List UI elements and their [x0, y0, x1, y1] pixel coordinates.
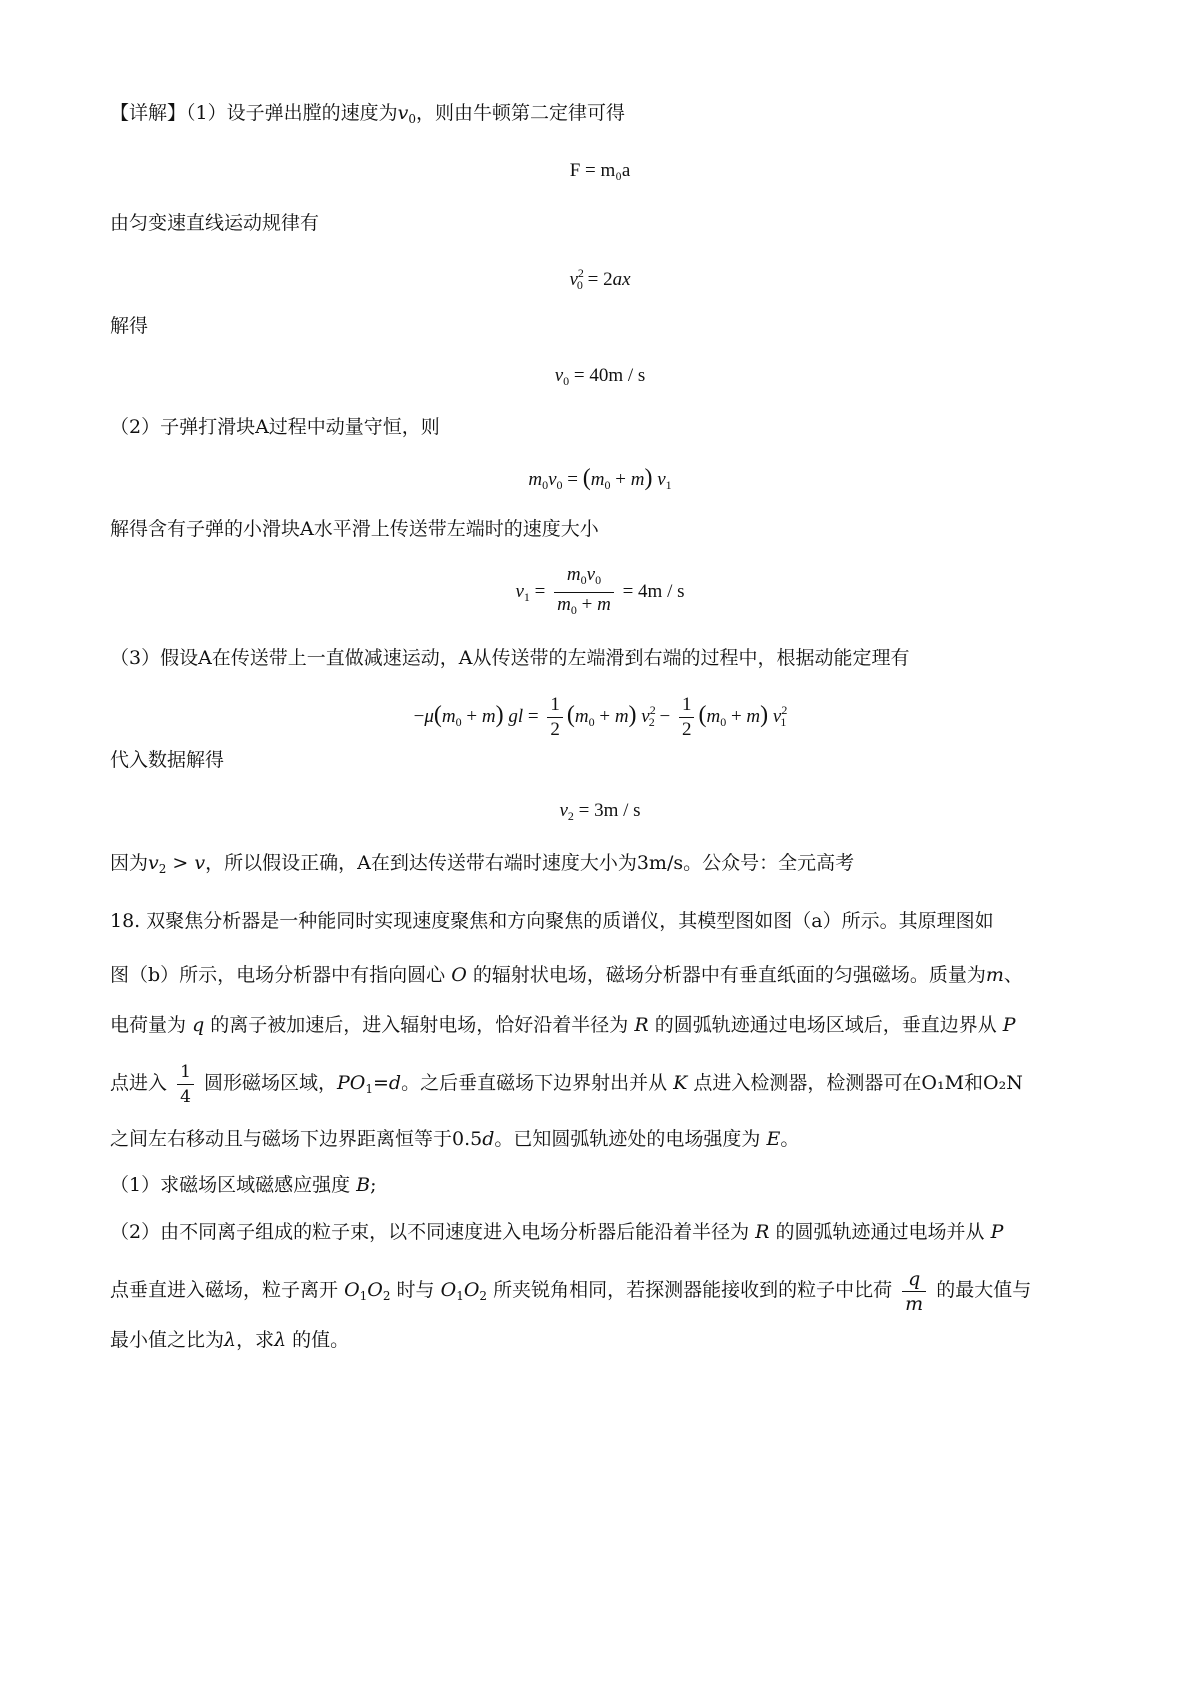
problem18-line1: 18. 双聚焦分析器是一种能同时实现速度聚焦和方向聚焦的质谱仪，其模型图如图（a）所示。其原理图如	[110, 910, 994, 932]
problem18-line4: 点进入 $\frac{1}{4}$ 圆形磁场区域，$PO_1=d$。之后垂直磁场下边界射出并从 K 点进入检测器，检测器可在O₁M和O₂N	[110, 1061, 1023, 1107]
uniform-motion-text: 由匀变速直线运动规律有	[110, 212, 320, 234]
equation-work-energy: $-\mu(m_0 + m)$ gl = $\frac{1}{2}$ $(m_0 + m) v^2_2$ − $\frac{1}{2}$ $(m_0 + m)$ $v^2_1$	[413, 694, 788, 741]
solve-text-2: 解得含有子弹的小滑块A水平滑上传送带左端时的速度大小	[110, 518, 599, 540]
solution-part2-intro: （2）子弹打滑块A过程中动量守恒，则	[110, 416, 440, 438]
equation-newton: F = m₀a	[569, 160, 631, 181]
substitute-text: 代入数据解得	[110, 749, 225, 771]
question2-line1: （2）由不同离子组成的粒子束，以不同速度进入电场分析器后能沿着半径为 R 的圆弧轨迹通过电场并从 P	[110, 1221, 1004, 1243]
solve-text-1: 解得	[110, 315, 149, 337]
equation-v0: $v_0 = 40m / s$	[554, 365, 646, 388]
problem18-line2: 图（b）所示，电场分析器中有指向圆心 O 的辐射状电场，磁场分析器中有垂直纸面的匀强磁场。质量为m、	[110, 964, 1023, 986]
fraction-charge-mass: $\frac{q}{m}$	[902, 1267, 926, 1316]
fraction-quarter: $\frac{1}{4}$	[177, 1060, 194, 1109]
conclusion-text: 因为$v_2 > v$，所以假设正确，A在到达传送带右端时速度大小为3m/s。公众号：全元高考	[110, 852, 855, 876]
equation-v2: $v_2 = 3m / s$	[559, 800, 641, 823]
fraction-v1: $\frac{m_0v_0}{m_0 + m}$	[554, 563, 614, 622]
solution-part3-intro: （3）假设A在传送带上一直做减速运动，A从传送带的左端滑到右端的过程中，根据动能定理有	[110, 647, 910, 669]
question1: （1）求磁场区域磁感应强度 B;	[110, 1174, 377, 1196]
equation-momentum: $m_0v_0 = (m_0 + m)$ $v_1$	[528, 465, 672, 492]
equation-kinematics: $v^2_0 = 2ax$	[569, 266, 631, 292]
equation-v1: $v_1$ = $\frac{m_0v_0}{m_0 + m}$ = 4m / s	[0, 562, 1200, 627]
problem18-line5: 之间左右移动且与磁场下边界距离恒等于0.5d。已知圆弧轨迹处的电场强度为 E。	[110, 1128, 800, 1150]
problem18-line3: 电荷量为 q 的离子被加速后，进入辐射电场，恰好沿着半径为 R 的圆弧轨迹通过电场区域后，垂直边界从 P	[110, 1014, 1016, 1036]
solution-part1-intro: 【详解】（1）设子弹出膛的速度为$v_0$，则由牛顿第二定律可得	[110, 102, 625, 126]
question2-line2: 点垂直进入磁场，粒子离开 $O_1O_2$ 时与 $O_1O_2$ 所夹锐角相同，若探测器能接收到的粒子中比荷 $\frac{q}{m}$ 的最大值与	[110, 1267, 1032, 1315]
question2-line3: 最小值之比为λ，求λ 的值。	[110, 1329, 350, 1351]
